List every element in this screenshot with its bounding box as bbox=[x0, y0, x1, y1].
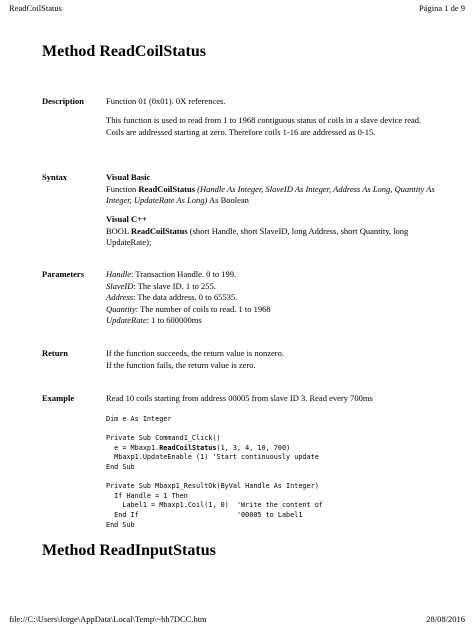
code-line: Private Sub Command1_Click() bbox=[106, 434, 221, 443]
param-desc: : Transaction Handle. 0 to 199. bbox=[131, 269, 237, 279]
param-desc: : The data address. 0 to 65535. bbox=[133, 292, 238, 302]
vb-heading: Visual Basic bbox=[106, 172, 151, 182]
return-success: If the function succeeds, the return value is nonzero. bbox=[106, 348, 284, 358]
cpp-params: (short Handle, short SlaveID, long Address, short Quantity, long UpdateRate); bbox=[106, 225, 409, 247]
code-fragment: (1, 3, 4, 10, 700) bbox=[216, 443, 291, 452]
param-name: Handle bbox=[106, 269, 132, 279]
param-name: Address bbox=[106, 292, 134, 302]
description-paragraph: This function is used to read from 1 to 1968 contiguous status of coils in a slave device read. Coils are addressed starting at zero. Therefore coils 1-16 are addressed as 0-15. bbox=[106, 115, 422, 137]
code-line: End Sub bbox=[106, 520, 135, 529]
code-method-name: ReadCoilStatus bbox=[159, 443, 217, 452]
next-method-title: Method ReadInputStatus bbox=[42, 542, 216, 559]
footer-file-path: file://C:\Users\Jorge\AppData\Local\Temp\~hh7DCC.htm bbox=[9, 614, 207, 624]
vb-return-type: As Boolean bbox=[209, 195, 249, 205]
return-label: Return bbox=[42, 348, 68, 358]
code-line: Dim e As Integer bbox=[106, 415, 172, 423]
param-item bbox=[106, 281, 436, 293]
param-item bbox=[106, 269, 436, 281]
header-doc-title: ReadCoilStatus bbox=[9, 3, 62, 13]
return-failure: If the function fails, the return value is zero. bbox=[106, 359, 256, 370]
syntax-vb-block bbox=[106, 172, 436, 207]
param-item bbox=[106, 315, 436, 327]
example-label: Example bbox=[42, 393, 75, 403]
return-block bbox=[106, 348, 436, 371]
footer-date: 28/08/2016 bbox=[426, 614, 465, 624]
page-header bbox=[9, 3, 465, 15]
example-code bbox=[106, 415, 323, 530]
vb-method-name: ReadCoilStatus bbox=[138, 183, 196, 194]
code-line: End If '00005 to Label1 bbox=[106, 510, 303, 519]
code-line: If Handle = 1 Then bbox=[106, 491, 188, 500]
header-page-number: Página 1 de 9 bbox=[418, 3, 465, 13]
cpp-method-name: ReadCoilStatus bbox=[130, 225, 188, 236]
code-line: End Sub bbox=[106, 462, 135, 471]
description-label: Description bbox=[42, 96, 85, 106]
cpp-signature bbox=[106, 226, 436, 249]
vb-params: (Handle As Integer, SlaveID As Integer, Address As Long, Quantity As Integer, UpdateRate As Long) bbox=[106, 183, 435, 205]
code-line: Mbaxp1.UpdateEnable (1) 'Start continuously update bbox=[106, 453, 319, 462]
method-title: Method ReadCoilStatus bbox=[42, 43, 207, 60]
parameters-label: Parameters bbox=[42, 269, 85, 279]
example-intro: Read 10 coils starting from address 00005 from slave ID 3. Read every 700ms bbox=[106, 393, 373, 403]
description-line: Function 01 (0x01). 0X references. bbox=[106, 96, 226, 106]
syntax-label: Syntax bbox=[42, 172, 68, 182]
param-desc: : The slave ID. 1 to 255. bbox=[133, 280, 216, 291]
code-line bbox=[106, 444, 290, 452]
vb-signature bbox=[106, 184, 436, 207]
syntax-cpp-block bbox=[106, 214, 436, 249]
param-name: SlaveID bbox=[106, 280, 134, 291]
param-item bbox=[106, 292, 436, 304]
vb-function-keyword: Function bbox=[106, 183, 137, 194]
cpp-return-type: BOOL bbox=[106, 225, 129, 236]
cpp-heading: Visual C++ bbox=[106, 214, 147, 224]
param-desc: : 1 to 600000ms bbox=[146, 315, 202, 325]
code-line: Label1 = Mbaxp1.Coil(1, 0) 'Write the content of bbox=[106, 501, 323, 510]
param-item bbox=[106, 304, 436, 316]
code-line: Private Sub Mbaxp1_ResultOk(ByVal Handle As Integer) bbox=[106, 482, 319, 491]
page-footer bbox=[9, 614, 465, 626]
param-desc: : The number of coils to read. 1 to 1968 bbox=[135, 303, 271, 314]
param-name: Quantity bbox=[106, 303, 136, 314]
parameters-list bbox=[106, 269, 436, 327]
code-fragment: e = Mbaxp1. bbox=[106, 443, 160, 452]
param-name: UpdateRate bbox=[106, 315, 147, 325]
